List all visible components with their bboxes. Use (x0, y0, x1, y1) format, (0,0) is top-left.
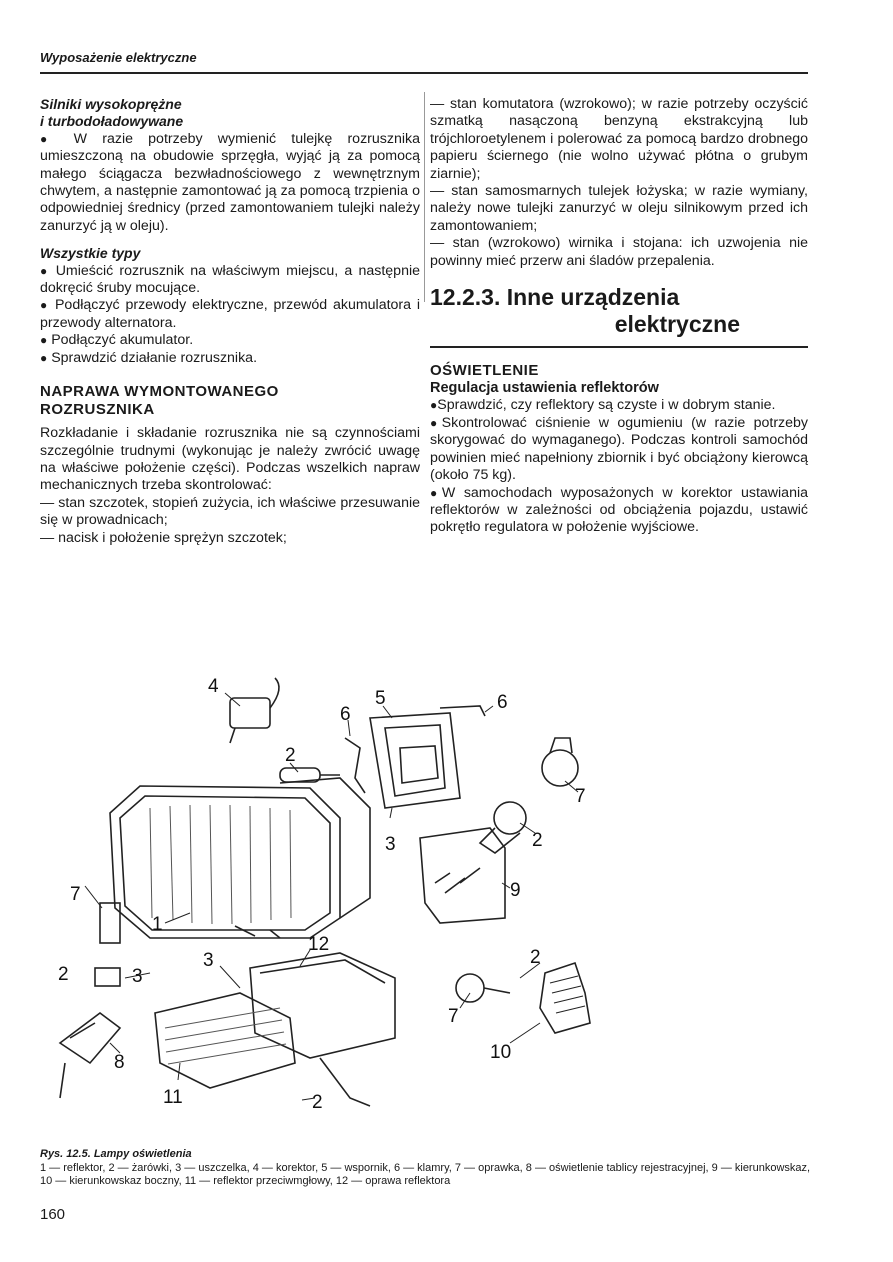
label-3: 3 (132, 966, 143, 987)
label-5: 5 (375, 688, 386, 709)
section-heading-lighting: OŚWIETLENIE (430, 362, 539, 380)
diagram-svg (40, 668, 808, 1148)
label-12: 12 (308, 934, 330, 955)
bullet-item: ● Sprawdzić działanie rozrusznika. (40, 349, 258, 366)
paragraph-bushing: ● W razie potrzeby wymienić tulejkę rozrusznika umieszczoną na obudowie sprzęgła, wyjąć ją za pomocą małego ściągacza bezwładnościowego z wewnętrznym chwytem, a następnie zamontować ją za pomocą trzpienia o odpowiedniej średnicy (przed zamontowaniem tulejki należy zanurzyć ją w oleju). (40, 130, 420, 234)
side-indicator (540, 963, 590, 1033)
dash-item: — nacisk i położenie sprężyn szczotek; (40, 529, 287, 546)
label-7: 7 (575, 786, 586, 807)
dash-item: — stan samosmarnych tulejek łożyska; w razie wymiany, należy nowe tulejki zanurzyć w oleju silnikowym przed ich zamontowaniem; (430, 183, 808, 234)
label-2: 2 (530, 947, 541, 968)
paragraph-repair: Rozkładanie i składanie rozrusznika nie są czynnościami szczególnie trudnymi (wykonując je należy zwrócić uwagę na właściwe położenie części). Podczas wszelkich napraw mechanicznych trzeba skontrolować: (40, 425, 420, 494)
subheading-headlamp-adjust: Regulacja ustawienia reflektorów (430, 380, 659, 397)
label-11: 11 (163, 1087, 183, 1108)
dash-item: — stan (wzrokowo) wirnika i stojana: ich uzwojenia nie powinny mieć przerw ani śladów przepalenia. (430, 235, 808, 269)
label-9: 9 (510, 880, 521, 901)
left-column (40, 96, 420, 547)
chapter-title: 12.2.3. Inne urządzenia elektryczne (430, 284, 740, 338)
label-2: 2 (58, 964, 69, 985)
label-2: 2 (285, 745, 296, 766)
header-rule (40, 72, 808, 74)
bullet-item: ●Skontrolować ciśnienie w ogumieniu (w razie potrzeby skorygować do wymaganego). Podczas kontroli samochód powinien mieć napełniony zbiornik i być obciążony kierowcą (około 75 kg). (430, 414, 809, 484)
subheading-all-types: Wszystkie typy (40, 245, 141, 262)
headlamp-housing (250, 953, 395, 1058)
section-heading-repair: NAPRAWA WYMONTOWANEGO ROZRUSZNIKA (40, 383, 279, 419)
label-3: 3 (203, 950, 214, 971)
clip (345, 738, 365, 793)
label-4: 4 (208, 676, 219, 697)
headlamp-body (110, 786, 340, 938)
label-6: 6 (497, 692, 508, 713)
subheading-diesel: Silniki wysokoprężne i turbodoładowywane (40, 96, 184, 130)
dash-item: — stan szczotek, stopień zużycia, ich właściwe przesuwanie się w prowadnicach; (40, 494, 420, 529)
label-2: 2 (312, 1092, 323, 1113)
label-7: 7 (448, 1006, 459, 1027)
running-header (40, 50, 808, 65)
caption-title: Rys. 12.5. Lampy oświetlenia (40, 1148, 192, 1160)
bullet-item: ● Umieścić rozrusznik na właściwym miejscu, a następnie dokręcić śruby mocujące. (40, 262, 420, 297)
fog-lamp (155, 993, 295, 1088)
header-title: Wyposażenie elektryczne (40, 50, 197, 65)
label-6: 6 (340, 704, 351, 725)
bullet-item: ● Podłączyć akumulator. (40, 332, 194, 349)
bracket (370, 713, 460, 808)
caption-text: 1 — reflektor, 2 — żarówki, 3 — uszczelka, 4 — korektor, 5 — wspornik, 6 — klamry, 7 — oprawka, 8 — oświetlenie tablicy rejestracyjnej, 9 — kierunkowskaz, 10 — kierunkowskaz boczny, 11 — reflektor przeciwmgłowy, 12 — oprawa reflektora (40, 1161, 811, 1187)
bullet-item: ●Sprawdzić, czy reflektory są czyste i w dobrym stanie. (430, 397, 776, 414)
label-3: 3 (385, 834, 396, 855)
figure-caption (40, 1148, 820, 1189)
bullet-item: ● Podłączyć przewody elektryczne, przewód akumulatora i przewody alternatora. (40, 297, 421, 331)
label-2: 2 (532, 830, 543, 851)
chapter-rule (430, 346, 808, 348)
indicator (420, 828, 505, 923)
label-1: 1 (152, 914, 163, 935)
dash-item: — stan komutatora (wzrokowo); w razie potrzeby oczyścić szmatką nasączoną benzyną ekstrakcyjną lub trójchloroetylenem i polerować za pomocą bardzo drobnego papieru ściernego (nie wolno używać płótna o grubym ziarnie); (430, 96, 808, 182)
label-10: 10 (490, 1042, 512, 1063)
label-8: 8 (114, 1052, 125, 1073)
plate-light (60, 1013, 120, 1063)
label-7: 7 (70, 884, 81, 905)
column-divider (424, 92, 425, 302)
right-column (430, 96, 808, 537)
bullet-item: ●W samochodach wyposażonych w korektor ustawiania reflektorów w zależności od obciążenia pojazdu, ustawić pokrętło regulatora w położenie wyjściowe. (430, 484, 808, 536)
page-number: 160 (40, 1206, 66, 1223)
bulb-holder (542, 750, 578, 786)
gasket (95, 968, 120, 986)
clamp (440, 706, 485, 716)
lamps-exploded-diagram (40, 668, 808, 1148)
